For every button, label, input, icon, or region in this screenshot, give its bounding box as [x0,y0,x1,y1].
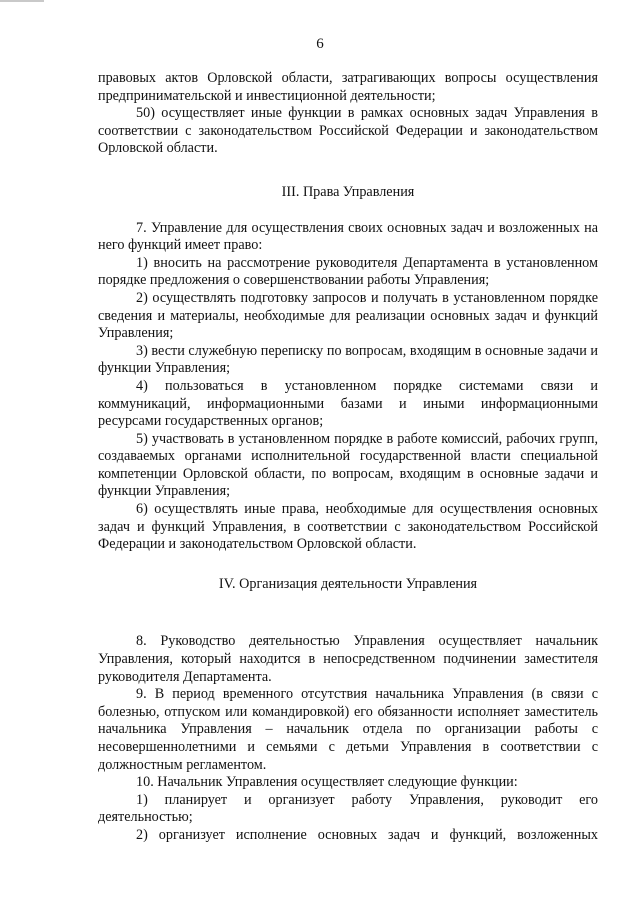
section-heading-rights: III. Права Управления [281,183,415,200]
paragraph-function-1: 1) планирует и организует работу Управления, руководит его деятельностью; [98,791,598,826]
paragraph-function-2: 2) организует исполнение основных задач и функций, возложенных [136,826,598,843]
section-heading-organization: IV. Организация деятельности Управления [218,575,478,592]
paragraph-right-3: 3) вести служебную переписку по вопросам, входящим в основные задачи и функции Управления; [98,342,598,377]
paragraph-9: 9. В период временного отсутствия начальника Управления (в связи с болезнью, отпуском или командировкой) его обязанности исполняет заместитель начальника Управления – начальник отдела по организации работы с несовершеннолетними и семьями с детьми Управления в соответствии с должностным регламентом. [98,686,598,773]
paragraph-right-1: 1) вносить на рассмотрение руководителя Департамента в установленном порядке предложения о совершенствовании работы Управления; [98,254,598,289]
scan-corner-mark [0,0,44,2]
paragraph-7: 7. Управление для осуществления своих основных задач и возложенных на него функций имеет право: [98,219,598,254]
document-body [98,70,598,845]
paragraph-8: 8. Руководство деятельностью Управления осуществляет начальник Управления, который находится в непосредственном подчинении заместителя руководителя Департамента. [98,633,598,685]
paragraph-10: 10. Начальник Управления осуществляет следующие функции: [136,774,518,791]
paragraph-right-5: 5) участвовать в установленном порядке в работе комиссий, рабочих групп, создаваемых органами исполнительной государственной власти специальной компетенции Орловской области, по вопросам, входящим в основные задачи и функции Управления; [98,430,598,500]
paragraph-right-2: 2) осуществлять подготовку запросов и получать в установленном порядке сведения и материалы, необходимые для реализации основных задач и функций Управления; [98,289,598,342]
paragraph-right-6: 6) осуществлять иные права, необходимые для осуществления основных задач и функций Управления, в соответствии с законодательством Российской Федерации и законодательством Орловской области. [98,501,598,553]
paragraph-continuation: правовых актов Орловской области, затрагивающих вопросы осуществления предпринимательской и инвестиционной деятельности; [98,70,598,104]
paragraph-right-4: 4) пользоваться в установленном порядке системами связи и коммуникаций, информационными базами и иными информационными ресурсами государственных органов; [98,377,598,430]
paragraph-item-50: 50) осуществляет иные функции в рамках основных задач Управления в соответствии с законодательством Российской Федерации и законодательством Орловской области. [98,105,598,157]
page-number: 6 [316,36,324,52]
